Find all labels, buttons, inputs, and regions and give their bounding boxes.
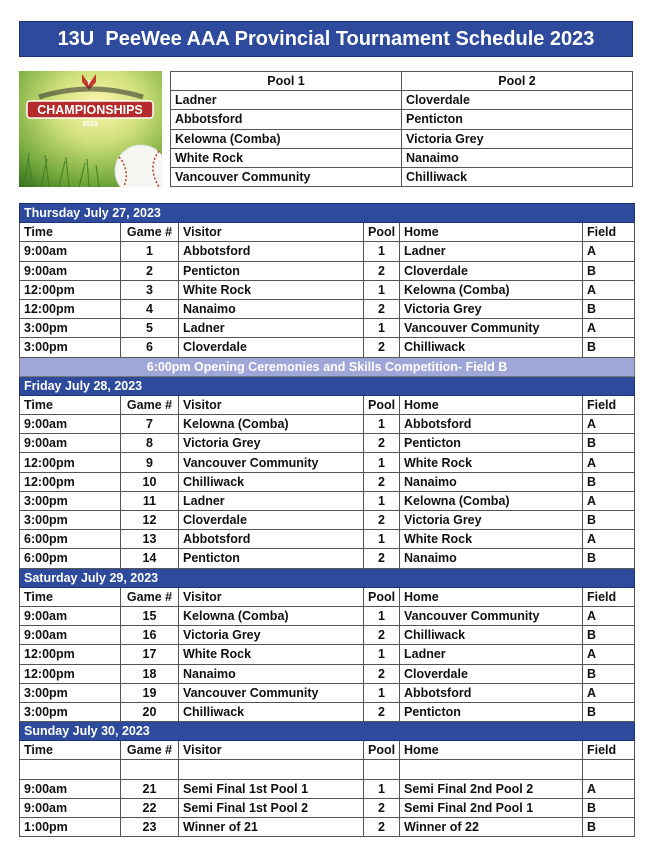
event-banner: 6:00pm Opening Ceremonies and Skills Competition- Field B — [20, 357, 635, 376]
game-cell: 9:00am — [20, 415, 121, 434]
game-cell: 13 — [121, 530, 179, 549]
column-header: Home — [400, 223, 583, 242]
game-cell: 12:00pm — [20, 280, 121, 299]
game-cell: Penticton — [179, 549, 364, 568]
game-cell: 1 — [364, 491, 400, 510]
pool-team-cell: Abbotsford — [171, 110, 402, 129]
game-cell: 2 — [364, 299, 400, 318]
game-cell: 12:00pm — [20, 664, 121, 683]
game-row — [20, 549, 635, 568]
game-cell: 14 — [121, 549, 179, 568]
game-cell: Cloverdale — [179, 511, 364, 530]
game-cell: A — [583, 491, 635, 510]
game-cell: Kelowna (Comba) — [400, 280, 583, 299]
game-cell: Cloverdale — [400, 664, 583, 683]
game-row — [20, 280, 635, 299]
game-cell: 12:00pm — [20, 299, 121, 318]
game-cell: 12:00pm — [20, 453, 121, 472]
game-cell: B — [583, 511, 635, 530]
game-cell: 1:00pm — [20, 818, 121, 837]
game-cell: 12 — [121, 511, 179, 530]
column-header-row — [20, 223, 635, 242]
baseball-logo-icon — [19, 71, 162, 187]
game-cell: 2 — [364, 261, 400, 280]
game-cell: 6:00pm — [20, 530, 121, 549]
column-header: Visitor — [179, 741, 364, 760]
schedule-table — [19, 203, 635, 837]
column-header: Home — [400, 395, 583, 414]
pool-team-cell: White Rock — [171, 148, 402, 167]
day-header-row — [20, 376, 635, 395]
pool-row — [171, 148, 633, 167]
game-cell: White Rock — [179, 280, 364, 299]
page-title: 13U PeeWee AAA Provincial Tournament Schedule 2023 — [19, 21, 633, 57]
game-cell: B — [583, 798, 635, 817]
game-cell: 20 — [121, 702, 179, 721]
game-cell: Penticton — [400, 702, 583, 721]
game-row — [20, 299, 635, 318]
game-cell: A — [583, 645, 635, 664]
column-header: Pool — [364, 587, 400, 606]
game-cell: White Rock — [400, 530, 583, 549]
column-header: Time — [20, 395, 121, 414]
game-cell: Cloverdale — [179, 338, 364, 357]
game-cell: 1 — [364, 280, 400, 299]
game-cell: Winner of 21 — [179, 818, 364, 837]
pool-team-cell: Cloverdale — [402, 91, 633, 110]
game-cell: Vancouver Community — [179, 683, 364, 702]
day-header-row — [20, 568, 635, 587]
day-title: Thursday July 27, 2023 — [20, 204, 635, 223]
game-cell: 1 — [364, 683, 400, 702]
game-cell: Semi Final 1st Pool 2 — [179, 798, 364, 817]
game-cell: B — [583, 702, 635, 721]
game-cell: 12:00pm — [20, 645, 121, 664]
game-cell: 15 — [121, 606, 179, 625]
pool-row — [171, 110, 633, 129]
pool-team-cell: Kelowna (Comba) — [171, 129, 402, 148]
game-cell: 9:00am — [20, 242, 121, 261]
game-cell: Ladner — [179, 319, 364, 338]
game-cell: Chilliwack — [179, 702, 364, 721]
game-cell: Kelowna (Comba) — [400, 491, 583, 510]
column-header: Time — [20, 223, 121, 242]
game-cell: A — [583, 242, 635, 261]
column-header: Game # — [121, 395, 179, 414]
game-cell: A — [583, 453, 635, 472]
game-cell: 9:00am — [20, 798, 121, 817]
pool-team-cell: Vancouver Community — [171, 167, 402, 186]
pool-team-cell: Penticton — [402, 110, 633, 129]
game-row — [20, 606, 635, 625]
game-cell: 3:00pm — [20, 683, 121, 702]
game-row — [20, 645, 635, 664]
game-cell: 1 — [364, 606, 400, 625]
game-cell: 9:00am — [20, 434, 121, 453]
game-cell: 1 — [364, 645, 400, 664]
game-cell: 21 — [121, 779, 179, 798]
column-header: Field — [583, 395, 635, 414]
column-header-row — [20, 395, 635, 414]
column-header: Pool — [364, 223, 400, 242]
game-cell: 4 — [121, 299, 179, 318]
column-header: Pool — [364, 395, 400, 414]
game-cell: B — [583, 434, 635, 453]
column-header-row — [20, 741, 635, 760]
game-cell: 2 — [364, 338, 400, 357]
game-cell: 2 — [364, 434, 400, 453]
game-cell: 19 — [121, 683, 179, 702]
game-cell: Victoria Grey — [400, 299, 583, 318]
game-cell: Victoria Grey — [179, 626, 364, 645]
game-cell: Kelowna (Comba) — [179, 415, 364, 434]
championship-logo-image — [19, 71, 162, 187]
game-cell: Chilliwack — [400, 626, 583, 645]
game-cell: Ladner — [400, 645, 583, 664]
column-header: Field — [583, 587, 635, 606]
game-cell: B — [583, 664, 635, 683]
game-cell: 2 — [364, 798, 400, 817]
pool-row — [171, 167, 633, 186]
game-cell: 9 — [121, 453, 179, 472]
game-cell: 22 — [121, 798, 179, 817]
day-title: Friday July 28, 2023 — [20, 376, 635, 395]
game-cell: 1 — [364, 319, 400, 338]
column-header-row — [20, 587, 635, 606]
event-row — [20, 357, 635, 376]
game-cell: 9:00am — [20, 626, 121, 645]
game-cell: Abbotsford — [179, 242, 364, 261]
game-cell: Kelowna (Comba) — [179, 606, 364, 625]
game-cell: Winner of 22 — [400, 818, 583, 837]
game-cell: B — [583, 626, 635, 645]
game-cell: 2 — [364, 626, 400, 645]
game-cell: 2 — [364, 511, 400, 530]
pool-header: Pool 2 — [402, 72, 633, 91]
column-header: Visitor — [179, 587, 364, 606]
game-cell: Chilliwack — [179, 472, 364, 491]
game-cell: 3:00pm — [20, 511, 121, 530]
game-cell: 16 — [121, 626, 179, 645]
game-cell: 10 — [121, 472, 179, 491]
column-header: Time — [20, 741, 121, 760]
column-header: Field — [583, 223, 635, 242]
column-header: Home — [400, 741, 583, 760]
game-cell: 9:00am — [20, 779, 121, 798]
game-row — [20, 472, 635, 491]
game-cell: 18 — [121, 664, 179, 683]
game-cell: A — [583, 683, 635, 702]
game-cell: Cloverdale — [400, 261, 583, 280]
game-cell: Victoria Grey — [400, 511, 583, 530]
game-cell: A — [583, 606, 635, 625]
game-cell: White Rock — [179, 645, 364, 664]
pool-assignment-table — [170, 71, 633, 187]
day-title: Sunday July 30, 2023 — [20, 722, 635, 741]
game-cell: 7 — [121, 415, 179, 434]
game-cell: Abbotsford — [179, 530, 364, 549]
game-cell: Victoria Grey — [179, 434, 364, 453]
game-cell: 2 — [121, 261, 179, 280]
game-cell: B — [583, 472, 635, 491]
game-row — [20, 453, 635, 472]
game-cell: 17 — [121, 645, 179, 664]
game-cell: 5 — [121, 319, 179, 338]
pool-row — [171, 129, 633, 148]
svg-text:7: 7 — [87, 80, 91, 87]
game-cell: A — [583, 779, 635, 798]
game-cell: 1 — [364, 530, 400, 549]
game-row — [20, 530, 635, 549]
game-cell: Chilliwack — [400, 338, 583, 357]
game-cell: Vancouver Community — [400, 319, 583, 338]
pool-header: Pool 1 — [171, 72, 402, 91]
pool-team-cell: Victoria Grey — [402, 129, 633, 148]
game-cell: 3:00pm — [20, 319, 121, 338]
game-cell: White Rock — [400, 453, 583, 472]
game-row — [20, 415, 635, 434]
game-cell: A — [583, 415, 635, 434]
game-row — [20, 664, 635, 683]
game-cell: A — [583, 530, 635, 549]
game-row — [20, 338, 635, 357]
logo-text: CHAMPIONSHIPS — [37, 103, 143, 117]
game-cell: Nanaimo — [179, 664, 364, 683]
game-cell: Penticton — [179, 261, 364, 280]
game-cell: B — [583, 261, 635, 280]
column-header: Pool — [364, 741, 400, 760]
column-header: Visitor — [179, 223, 364, 242]
game-cell: B — [583, 338, 635, 357]
game-cell: B — [583, 299, 635, 318]
game-cell: 1 — [121, 242, 179, 261]
column-header: Game # — [121, 741, 179, 760]
game-cell: 1 — [364, 242, 400, 261]
game-cell: 6:00pm — [20, 549, 121, 568]
game-cell: Vancouver Community — [179, 453, 364, 472]
pool-team-cell: Chilliwack — [402, 167, 633, 186]
game-cell: 1 — [364, 415, 400, 434]
game-cell: 2 — [364, 472, 400, 491]
game-cell: 8 — [121, 434, 179, 453]
game-row — [20, 702, 635, 721]
game-row — [20, 798, 635, 817]
pool-header-row — [171, 72, 633, 91]
game-cell: B — [583, 549, 635, 568]
game-cell: 23 — [121, 818, 179, 837]
game-row — [20, 626, 635, 645]
game-row — [20, 779, 635, 798]
game-cell: 11 — [121, 491, 179, 510]
game-cell: A — [583, 280, 635, 299]
pool-row — [171, 91, 633, 110]
game-cell: 2 — [364, 664, 400, 683]
game-cell: 2 — [364, 702, 400, 721]
column-header: Game # — [121, 223, 179, 242]
game-row — [20, 242, 635, 261]
column-header: Visitor — [179, 395, 364, 414]
pool-team-cell: Ladner — [171, 91, 402, 110]
game-cell: Vancouver Community — [400, 606, 583, 625]
game-row — [20, 261, 635, 280]
column-header: Game # — [121, 587, 179, 606]
game-cell: Abbotsford — [400, 683, 583, 702]
game-cell: 9:00am — [20, 261, 121, 280]
game-cell: 3:00pm — [20, 491, 121, 510]
game-row — [20, 319, 635, 338]
game-cell: Ladner — [179, 491, 364, 510]
game-cell: 9:00am — [20, 606, 121, 625]
game-cell: Nanaimo — [179, 299, 364, 318]
game-cell: A — [583, 319, 635, 338]
game-cell: Nanaimo — [400, 472, 583, 491]
game-cell: 2 — [364, 818, 400, 837]
logo-year: 2023 — [82, 121, 98, 128]
game-cell: Abbotsford — [400, 415, 583, 434]
column-header: Time — [20, 587, 121, 606]
game-cell: 1 — [364, 453, 400, 472]
day-header-row — [20, 204, 635, 223]
game-cell: 3:00pm — [20, 702, 121, 721]
game-cell: Nanaimo — [400, 549, 583, 568]
game-cell: Semi Final 1st Pool 1 — [179, 779, 364, 798]
game-cell: 6 — [121, 338, 179, 357]
pool-team-cell: Nanaimo — [402, 148, 633, 167]
game-cell: Ladner — [400, 242, 583, 261]
game-cell: 3:00pm — [20, 338, 121, 357]
game-row — [20, 491, 635, 510]
game-cell: Semi Final 2nd Pool 1 — [400, 798, 583, 817]
day-header-row — [20, 722, 635, 741]
game-row — [20, 511, 635, 530]
game-row — [20, 683, 635, 702]
game-cell: 3 — [121, 280, 179, 299]
game-cell: B — [583, 818, 635, 837]
game-cell: Semi Final 2nd Pool 2 — [400, 779, 583, 798]
column-header: Home — [400, 587, 583, 606]
game-row — [20, 434, 635, 453]
game-cell: 1 — [364, 779, 400, 798]
game-cell: 12:00pm — [20, 472, 121, 491]
game-cell: 2 — [364, 549, 400, 568]
game-cell: Penticton — [400, 434, 583, 453]
game-row — [20, 818, 635, 837]
day-title: Saturday July 29, 2023 — [20, 568, 635, 587]
column-header: Field — [583, 741, 635, 760]
